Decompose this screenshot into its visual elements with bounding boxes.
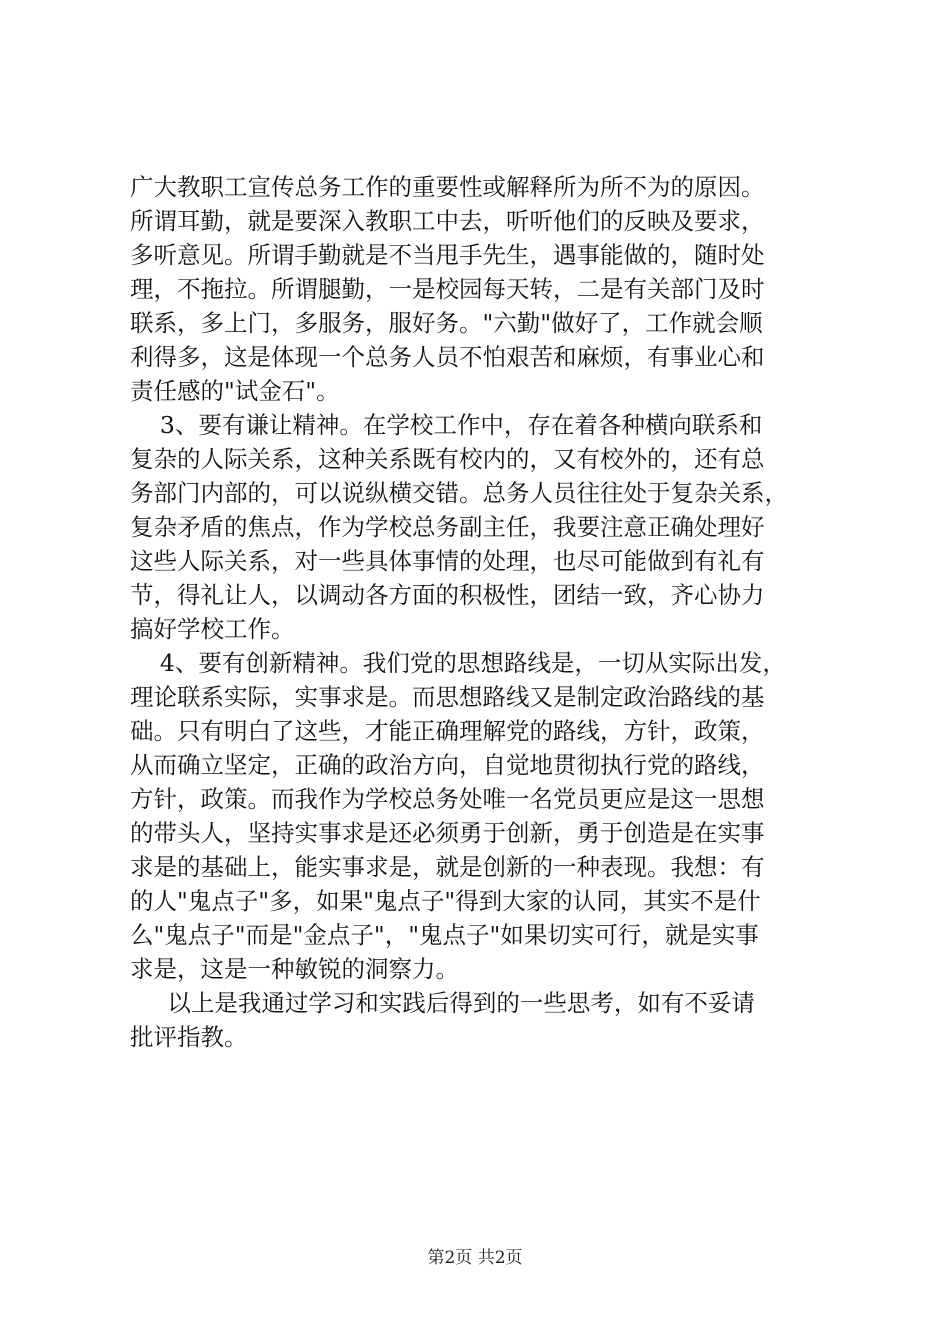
text-line: 3、要有谦让精神。在学校工作中，存在着各种横向联系和 (130, 411, 763, 439)
page-footer (0, 1243, 950, 1268)
text-line: 责任感的"试金石"。 (130, 377, 340, 405)
text-line: 广大教职工宣传总务工作的重要性或解释所为所不为的原因。 (130, 173, 765, 201)
text-line: 4、要有创新精神。我们党的思想路线是，一切从实际出发， (130, 649, 786, 677)
text-line: 联系，多上门，多服务，服好务。"六勤"做好了，工作就会顺 (130, 309, 763, 337)
text-line: 求是的基础上，能实事求是，就是创新的一种表现。我想：有 (130, 853, 765, 881)
text-line: 搞好学校工作。 (130, 615, 295, 643)
text-line: 的带头人，坚持实事求是还必须勇于创新，勇于创造是在实事 (130, 819, 765, 847)
text-line: 所谓耳勤，就是要深入教职工中去，听听他们的反映及要求， (130, 207, 765, 235)
text-line: 础。只有明白了这些，才能正确理解党的路线，方针，政策， (130, 717, 765, 745)
text-line: 这些人际关系，对一些具体事情的处理，也尽可能做到有礼有 (130, 547, 765, 575)
text-line: 理，不拖拉。所谓腿勤，一是校园每天转，二是有关部门及时 (130, 275, 765, 303)
text-line: 以上是我通过学习和实践后得到的一些思考，如有不妥请 (130, 989, 755, 1017)
text-line: 复杂的人际关系，这种关系既有校内的，又有校外的，还有总 (130, 445, 765, 473)
document-body (130, 170, 850, 1054)
page-number-label: 第2页 共2页 (427, 1248, 523, 1268)
text-line: 批评指教。 (130, 1023, 248, 1051)
text-line: 从而确立坚定，正确的政治方向，自觉地贯彻执行党的路线， (130, 751, 765, 779)
text-line: 方针，政策。而我作为学校总务处唯一名党员更应是这一思想 (130, 785, 765, 813)
text-line: 节，得礼让人，以调动各方面的积极性，团结一致，齐心协力 (130, 581, 765, 609)
text-line: 复杂矛盾的焦点，作为学校总务副主任，我要注意正确处理好 (130, 513, 765, 541)
text-line: 利得多，这是体现一个总务人员不怕艰苦和麻烦，有事业心和 (130, 343, 765, 371)
text-line: 务部门内部的，可以说纵横交错。总务人员往往处于复杂关系， (130, 479, 788, 507)
text-line: 求是，这是一种敏锐的洞察力。 (130, 955, 459, 983)
text-line: 的人"鬼点子"多，如果"鬼点子"得到大家的认同，其实不是什 (130, 887, 761, 915)
text-line: 理论联系实际，实事求是。而思想路线又是制定政治路线的基 (130, 683, 765, 711)
text-line: 么"鬼点子"而是"金点子"，"鬼点子"如果切实可行，就是实事 (130, 921, 759, 949)
text-line: 多听意见。所谓手勤就是不当甩手先生，遇事能做的，随时处 (130, 241, 765, 269)
